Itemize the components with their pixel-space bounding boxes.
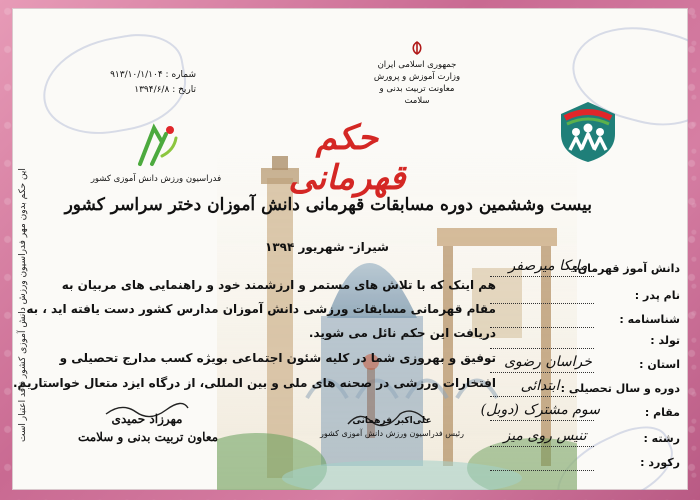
field-dotted-line bbox=[490, 372, 594, 373]
field-dotted-line bbox=[490, 303, 594, 304]
field-dotted-line bbox=[490, 396, 576, 397]
field-dotted-line bbox=[490, 420, 594, 421]
body-line: دریافت این حکم نائل می شوید. bbox=[308, 326, 496, 340]
header-country: جمهوری اسلامی ایران bbox=[377, 60, 457, 70]
field-label: رشته : bbox=[643, 432, 680, 445]
field-dotted-line bbox=[490, 276, 594, 277]
body-line: توفیق و بهروزی شما در کلیه شئون اجتماعی بویژه کسب مدارج تحصیلی و bbox=[59, 351, 496, 365]
body-line: هم اینک که با تلاش های مستمر و ارزشمند خود و راهنمایی های مربیان به bbox=[61, 278, 496, 292]
certificate-title: بیست وششمین دوره مسابقات قهرمانی دانش آموزان دختر سراسر کشور bbox=[64, 195, 592, 215]
field-label: مقام : bbox=[644, 406, 680, 419]
field-label: دوره و سال تحصیلی : bbox=[560, 382, 680, 395]
certificate-paper bbox=[12, 8, 688, 490]
left-signer-name: مهرزاد حمیدی bbox=[111, 412, 183, 426]
ref-date-value: ۱۳۹۴/۶/۸ bbox=[134, 85, 170, 95]
field-label: استان : bbox=[639, 358, 680, 371]
federation-caption: فدراسیون ورزش دانش آموزی کشور bbox=[90, 174, 222, 184]
ref-number bbox=[96, 70, 196, 80]
field-label: نام پدر : bbox=[634, 289, 680, 302]
middle-signer-name: علی‌اکبر فرهمانی bbox=[352, 416, 432, 426]
body-line: افتخارات ورزشی در صحنه های ملی و بین المللی، از درگاه ایزد متعال خواستاریم. bbox=[12, 376, 496, 390]
field-value: ابتدائی bbox=[520, 378, 560, 394]
header-block bbox=[367, 40, 467, 107]
field-label: تولد : bbox=[650, 334, 680, 347]
field-dotted-line bbox=[490, 348, 594, 349]
ref-date-label: تاریخ : bbox=[172, 85, 196, 95]
field-dotted-line bbox=[490, 470, 594, 471]
field-value: تنیس روی میز bbox=[503, 428, 587, 444]
field-label: رکورد : bbox=[640, 456, 680, 469]
field-label: دانش آموز قهرمان: bbox=[573, 262, 680, 275]
left-signer-title: معاون تربیت بدنی و سلامت bbox=[77, 430, 219, 444]
iran-emblem-icon bbox=[409, 41, 425, 55]
field-label: شناسنامه : bbox=[619, 313, 680, 326]
ref-number-label: شماره : bbox=[165, 70, 196, 80]
ref-number-value: ۹۱۳/۱۰/۱/۱۰۴ bbox=[110, 70, 163, 80]
ref-date bbox=[96, 85, 196, 95]
field-dotted-line bbox=[490, 446, 594, 447]
header-deputy: معاونت تربیت بدنی و سلامت bbox=[379, 84, 455, 106]
field-value: سوم مشترک (دوبل) bbox=[480, 402, 600, 418]
certificate-heading: حکم قهرمانی bbox=[288, 118, 406, 198]
ministry-sports-emblem-icon bbox=[557, 100, 619, 164]
header-ministry: وزارت آموزش و پرورش bbox=[373, 72, 461, 82]
body-line: مقام قهرمانی مسابقات ورزشی دانش آموزان مدارس کشور دست یافته اید ، به bbox=[26, 302, 496, 316]
side-note: این حکم بدون مهر فدراسیون ورزش دانش آموزی کشور فاقد اعتبار است bbox=[18, 168, 28, 442]
field-value: ملیکا میرصفر bbox=[508, 258, 588, 274]
federation-logo-icon bbox=[132, 120, 182, 172]
field-dotted-line bbox=[490, 327, 594, 328]
place-date: شیراز- شهریور ۱۳۹۴ bbox=[265, 240, 389, 254]
field-value: خراسان رضوی bbox=[504, 354, 592, 370]
middle-signer-title: رئیس فدراسیون ورزش دانش آموزی کشور bbox=[320, 429, 464, 438]
